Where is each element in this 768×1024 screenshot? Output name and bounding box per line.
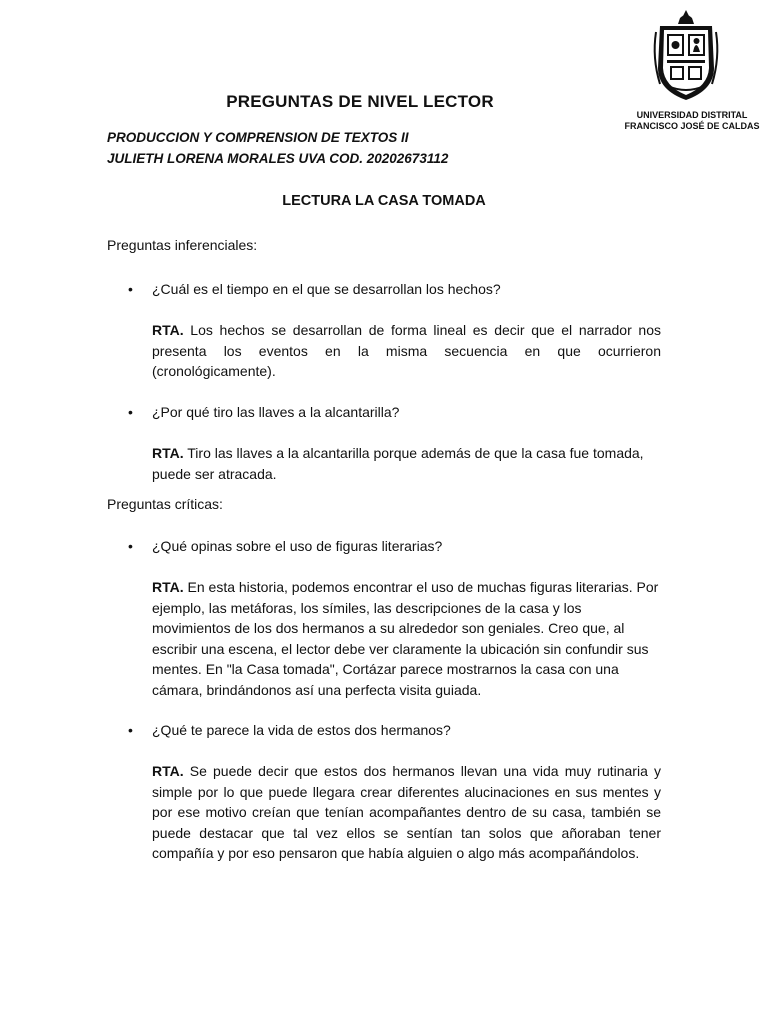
university-name-line1: UNIVERSIDAD DISTRITAL <box>636 110 748 120</box>
question-text: ¿Qué opinas sobre el uso de figuras literarias? <box>152 538 443 554</box>
bullet: • <box>128 281 133 297</box>
answer-label: RTA. <box>152 322 184 338</box>
answer-label: RTA. <box>152 579 184 595</box>
course-name: PRODUCCION Y COMPRENSION DE TEXTOS II <box>107 130 409 145</box>
student-name: JULIETH LORENA MORALES UVA COD. 20202673112 <box>107 151 449 166</box>
bullet: • <box>128 538 133 554</box>
question-text: ¿Qué te parece la vida de estos dos hermanos? <box>152 722 451 738</box>
university-name-line2: FRANCISCO JOSÉ DE CALDAS <box>624 121 760 131</box>
question-text: ¿Por qué tiro las llaves a la alcantarilla? <box>152 404 400 420</box>
answer-paragraph <box>152 761 661 864</box>
university-seal-icon <box>650 8 722 104</box>
answer-paragraph <box>152 443 647 484</box>
question-text: ¿Cuál es el tiempo en el que se desarrollan los hechos? <box>152 281 501 297</box>
answer-label: RTA. <box>152 763 184 779</box>
section-heading-inferential: Preguntas inferenciales: <box>107 237 258 253</box>
bullet: • <box>128 404 133 420</box>
answer-text: Se puede decir que estos dos hermanos llevan una vida muy rutinaria y simple por lo que puede llegara crear diferentes alucinaciones en sus mentes y por ese motivo creían que tenían acompañantes dentro de su casa, también se puede destacar que tal vez ellos se sentían tan solos que añoraban tener compañía y por eso pensaron que había alguien o algo más acompañándolos. <box>152 763 661 862</box>
bullet: • <box>128 722 133 738</box>
answer-text: Tiro las llaves a la alcantarilla porque además de que la casa fue tomada, puede ser atracada. <box>152 445 644 482</box>
answer-label: RTA. <box>152 445 184 461</box>
university-name <box>622 110 762 132</box>
answer-text: Los hechos se desarrollan de forma lineal es decir que el narrador nos presenta los eventos en la misma secuencia en que ocurrieron (cronológicamente). <box>152 322 661 380</box>
answer-text: En esta historia, podemos encontrar el uso de muchas figuras literarias. Por ejemplo, las metáforas, los símiles, las descripciones de la casa y los movimientos de los dos hermanos a su alrededor son geniales. Creo que, al escribir una escena, el lector debe ver claramente la ubicación sin confundir sus mentes. En "la Casa tomada", Cortázar parece mostrarnos la casa con una cámara, brindándonos así una perfecta visita guiada. <box>152 579 659 698</box>
reading-title: LECTURA LA CASA TOMADA <box>282 193 486 209</box>
document-title: PREGUNTAS DE NIVEL LECTOR <box>226 92 494 111</box>
section-heading-critical: Preguntas críticas: <box>107 496 223 512</box>
answer-paragraph <box>152 320 661 382</box>
answer-paragraph <box>152 577 661 701</box>
